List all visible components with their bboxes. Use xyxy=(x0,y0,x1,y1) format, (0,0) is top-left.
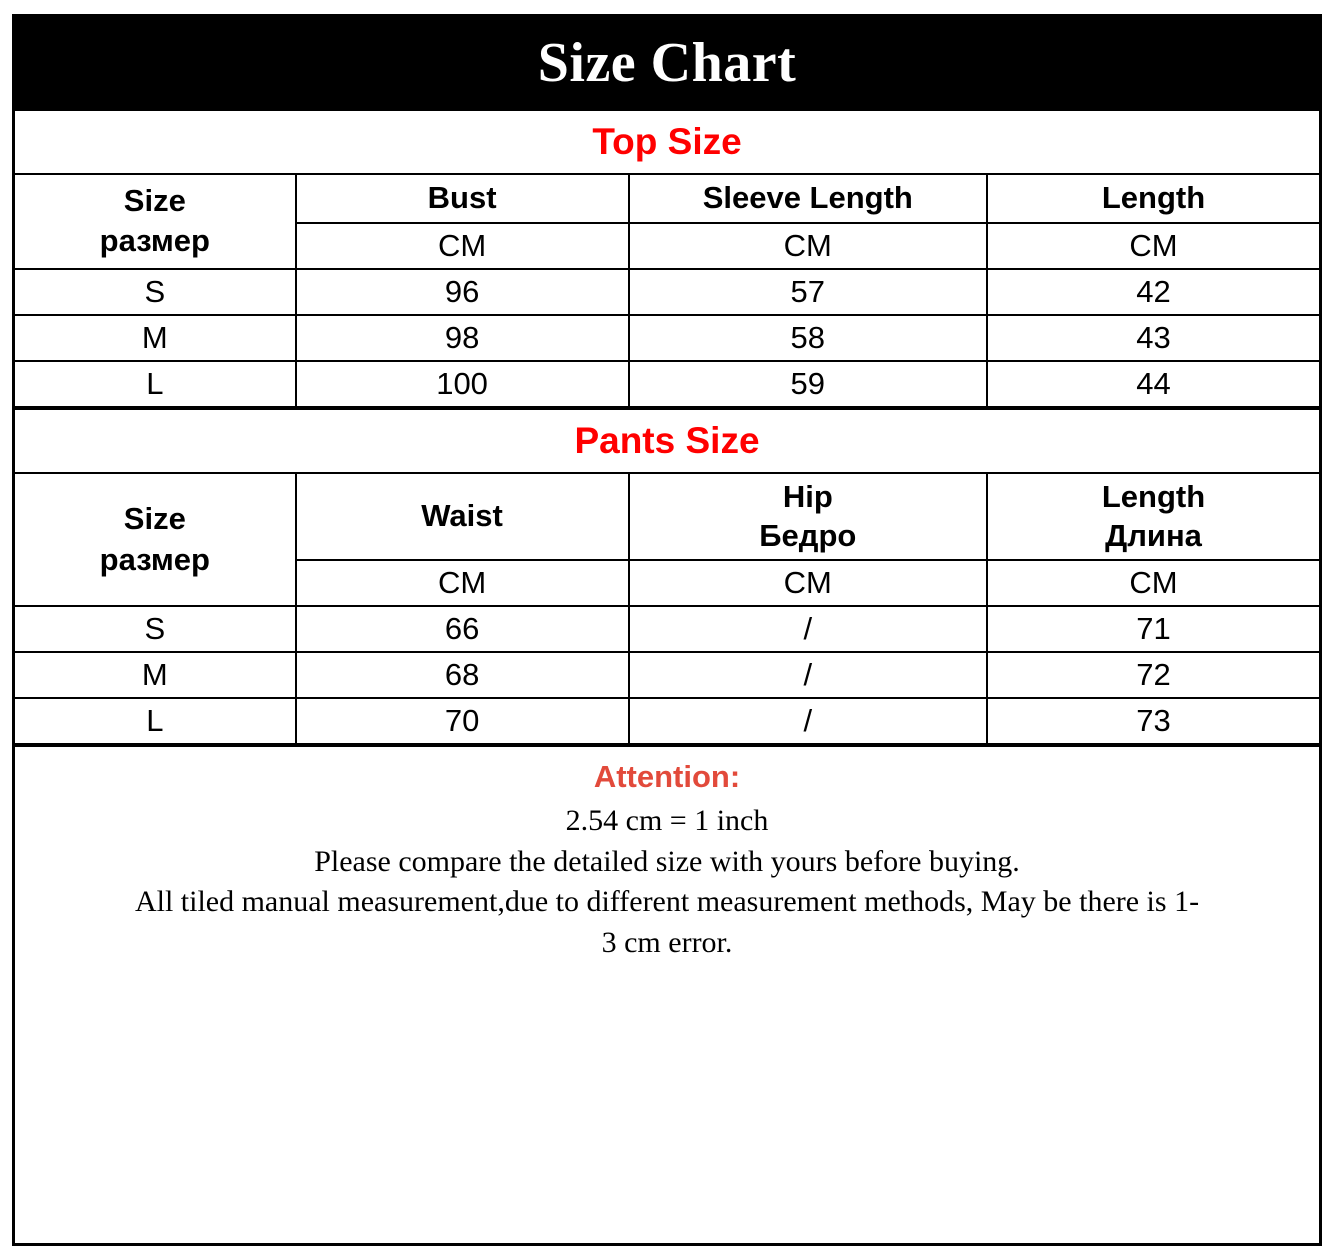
header-hip xyxy=(629,474,988,561)
cell-hip: / xyxy=(629,652,988,698)
unit-hip: CM xyxy=(629,560,988,606)
cell-bust: 98 xyxy=(296,315,629,361)
header-length-line1: Length xyxy=(1101,478,1206,514)
section-header-pants-size: Pants Size xyxy=(15,408,1319,474)
header-sleeve-length: Sleeve Length xyxy=(629,175,988,223)
cell-length: 71 xyxy=(987,606,1319,652)
pants-size-table xyxy=(15,474,1319,746)
cell-size: L xyxy=(15,698,296,744)
cell-length: 73 xyxy=(987,698,1319,744)
table-header-row xyxy=(15,175,1319,223)
header-size xyxy=(15,175,296,269)
header-size-line1: Size xyxy=(123,501,186,537)
header-size-line2: размер xyxy=(99,223,210,259)
unit-bust: CM xyxy=(296,223,629,269)
header-length-line2: Длина xyxy=(1105,517,1202,553)
unit-length: CM xyxy=(987,560,1319,606)
header-hip-line1: Hip xyxy=(782,478,833,514)
header-bust: Bust xyxy=(296,175,629,223)
cell-length: 42 xyxy=(987,269,1319,315)
table-row xyxy=(15,606,1319,652)
attention-title: Attention: xyxy=(593,759,741,795)
table-header-row xyxy=(15,474,1319,561)
cell-length: 72 xyxy=(987,652,1319,698)
top-size-table xyxy=(15,175,1319,408)
unit-waist: CM xyxy=(296,560,629,606)
attention-line-1: 2.54 cm = 1 inch xyxy=(565,804,769,838)
cell-size: S xyxy=(15,269,296,315)
header-waist: Waist xyxy=(296,474,629,561)
size-chart-container xyxy=(12,14,1322,1246)
cell-waist: 68 xyxy=(296,652,629,698)
table-row xyxy=(15,315,1319,361)
unit-sleeve: CM xyxy=(629,223,988,269)
cell-hip: / xyxy=(629,698,988,744)
table-row xyxy=(15,361,1319,407)
attention-line-2: Please compare the detailed size with yours before buying. xyxy=(314,844,1020,878)
cell-sleeve: 59 xyxy=(629,361,988,407)
cell-bust: 96 xyxy=(296,269,629,315)
cell-waist: 70 xyxy=(296,698,629,744)
cell-length: 43 xyxy=(987,315,1319,361)
section-header-top-size: Top Size xyxy=(15,111,1319,175)
cell-size: L xyxy=(15,361,296,407)
header-length: Length xyxy=(987,175,1319,223)
cell-sleeve: 58 xyxy=(629,315,988,361)
header-size-line2: размер xyxy=(99,541,210,577)
cell-size: M xyxy=(15,315,296,361)
header-size-line1: Size xyxy=(123,183,186,219)
attention-line-3: All tiled manual measurement,due to different measurement methods, May be there is 1- xyxy=(134,885,1200,919)
cell-size: M xyxy=(15,652,296,698)
attention-line-4: 3 cm error. xyxy=(601,925,733,959)
cell-bust: 100 xyxy=(296,361,629,407)
attention-section xyxy=(15,745,1319,1243)
cell-hip: / xyxy=(629,606,988,652)
header-length xyxy=(987,474,1319,561)
cell-length: 44 xyxy=(987,361,1319,407)
page-title: Size Chart xyxy=(15,17,1319,111)
unit-length: CM xyxy=(987,223,1319,269)
cell-sleeve: 57 xyxy=(629,269,988,315)
table-row xyxy=(15,269,1319,315)
cell-waist: 66 xyxy=(296,606,629,652)
table-row xyxy=(15,698,1319,744)
header-size xyxy=(15,474,296,607)
cell-size: S xyxy=(15,606,296,652)
table-row xyxy=(15,652,1319,698)
header-hip-line2: Бедро xyxy=(759,517,857,553)
